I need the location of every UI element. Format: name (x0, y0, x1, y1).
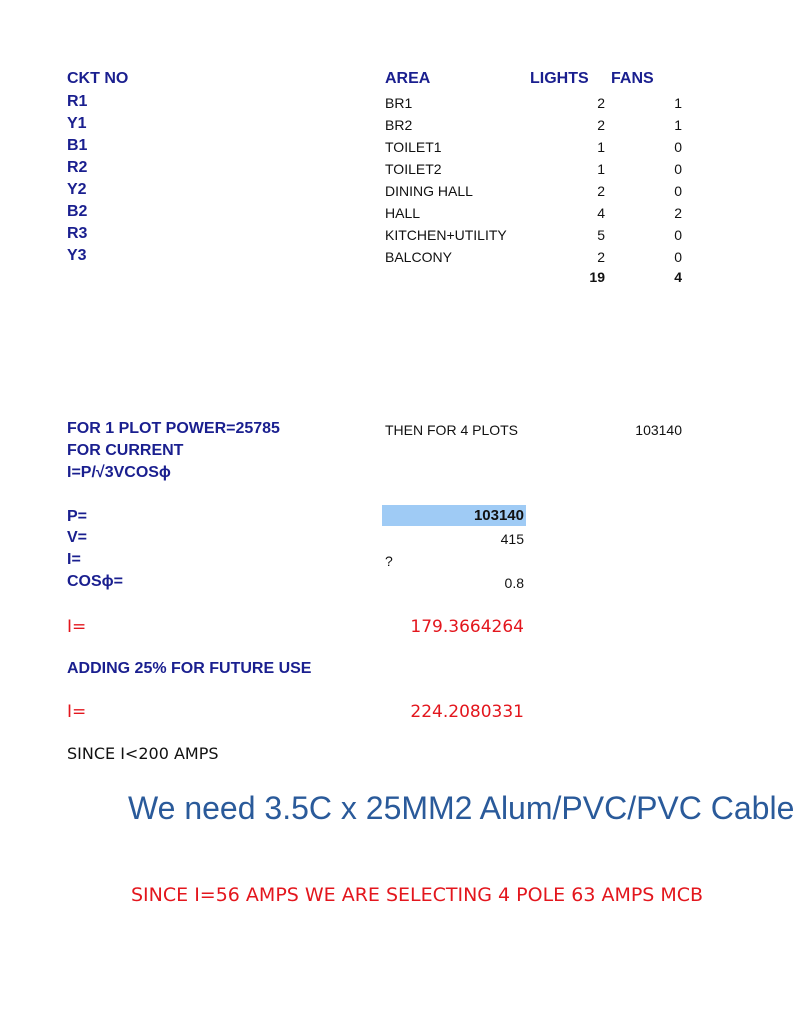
i-value: ? (385, 553, 393, 569)
area-name: DINING HALL (385, 183, 473, 199)
circuit-id: R1 (67, 93, 88, 110)
lights-count: 5 (597, 227, 605, 243)
i-label: I= (67, 551, 81, 568)
header-fans: FANS (611, 70, 654, 87)
fans-count: 2 (674, 205, 682, 221)
fans-count: 1 (674, 95, 682, 111)
i1-value: 179.3664264 (410, 617, 524, 637)
fans-count: 1 (674, 117, 682, 133)
header-ckt-no: CKT NO (67, 70, 129, 87)
lights-count: 1 (597, 139, 605, 155)
future-use-label: ADDING 25% FOR FUTURE USE (67, 660, 312, 677)
area-name: BALCONY (385, 249, 452, 265)
circuit-id: B1 (67, 137, 88, 154)
area-name: BR1 (385, 95, 413, 111)
fans-count: 0 (674, 139, 682, 155)
fans-count: 0 (674, 249, 682, 265)
mcb-statement: SINCE I=56 AMPS WE ARE SELECTING 4 POLE 63 AMPS MCB (131, 884, 704, 906)
total-fans: 4 (674, 269, 682, 285)
fans-count: 0 (674, 183, 682, 199)
circuit-id: B2 (67, 203, 88, 220)
v-label: V= (67, 529, 88, 546)
four-plots-label: THEN FOR 4 PLOTS (385, 422, 519, 438)
plot-power-label: FOR 1 PLOT POWER=25785 (67, 420, 280, 437)
header-lights: LIGHTS (530, 70, 589, 87)
header-area: AREA (385, 70, 431, 87)
area-name: TOILET1 (385, 139, 442, 155)
i1-label: I= (67, 617, 87, 637)
p-value: 103140 (473, 507, 524, 524)
cable-statement: We need 3.5C x 25MM2 Alum/PVC/PVC Cable (128, 790, 794, 826)
area-name: KITCHEN+UTILITY (385, 227, 507, 243)
since-200-note: SINCE I<200 AMPS (67, 744, 219, 763)
circuit-id: Y3 (67, 247, 87, 264)
cos-value: 0.8 (504, 575, 524, 591)
area-name: TOILET2 (385, 161, 442, 177)
total-lights: 19 (589, 269, 605, 285)
for-current-label: FOR CURRENT (67, 442, 184, 459)
lights-count: 2 (597, 117, 605, 133)
v-value: 415 (500, 531, 524, 547)
circuit-id: Y1 (67, 115, 87, 132)
i2-value: 224.2080331 (410, 702, 524, 722)
four-plots-value: 103140 (635, 422, 682, 438)
circuit-id: R3 (67, 225, 88, 242)
circuit-id: R2 (67, 159, 88, 176)
lights-count: 1 (597, 161, 605, 177)
lights-count: 2 (597, 183, 605, 199)
p-label: P= (67, 508, 88, 525)
fans-count: 0 (674, 161, 682, 177)
area-name: BR2 (385, 117, 413, 133)
lights-count: 4 (597, 205, 605, 221)
current-formula: I=P/√3VCOSϕ (67, 464, 171, 481)
lights-count: 2 (597, 95, 605, 111)
cable-statement-clip (128, 783, 794, 833)
lights-count: 2 (597, 249, 605, 265)
cos-label: COSϕ= (67, 573, 124, 590)
area-name: HALL (385, 205, 421, 221)
fans-count: 0 (674, 227, 682, 243)
i2-label: I= (67, 702, 87, 722)
circuit-id: Y2 (67, 181, 87, 198)
